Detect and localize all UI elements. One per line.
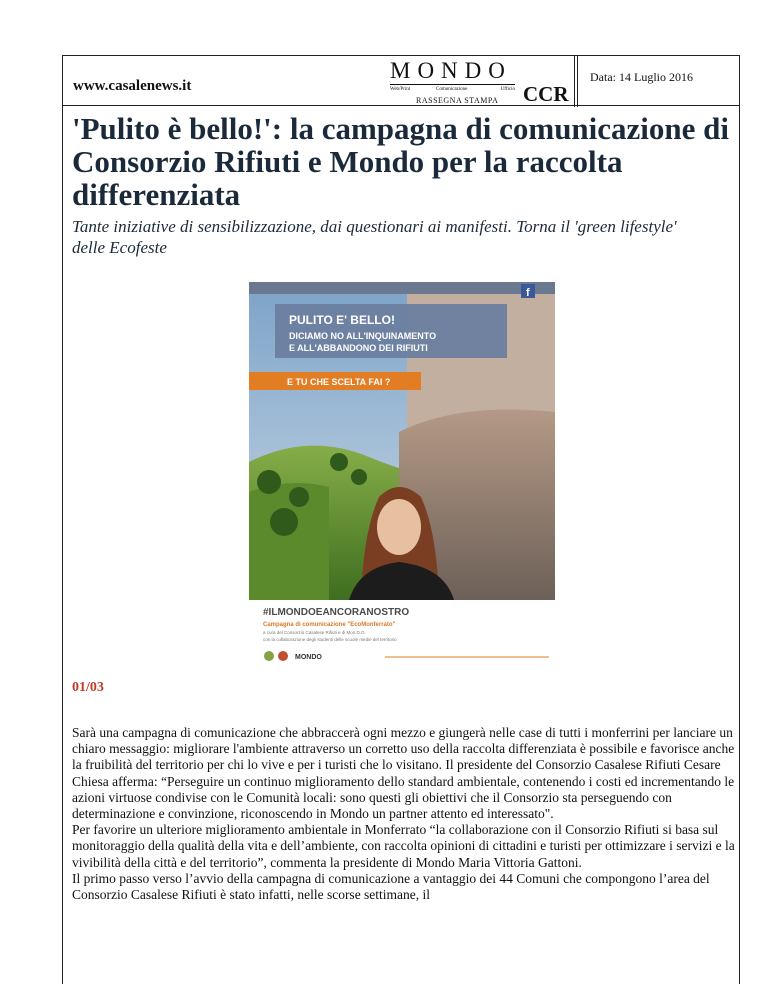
poster-partner-logo-2 (278, 651, 288, 661)
mondo-logo (390, 60, 515, 104)
poster-headline: PULITO E' BELLO! (289, 313, 395, 327)
facebook-icon-glyph: f (526, 287, 530, 299)
ccr-code: CCR (523, 82, 569, 106)
logo-sub-right: Ufficio (500, 87, 515, 92)
poster-partner-logo-1 (264, 651, 274, 661)
article-title: 'Pulito è bello!': la campagna di comunicazione di Consorzio Rifiuti e Mondo per la raccolta differenziata (72, 111, 730, 212)
publication-date: Data: 14 Luglio 2016 (590, 70, 693, 84)
campaign-poster (249, 282, 555, 666)
poster-line2: DICIAMO NO ALL'INQUINAMENTO (289, 331, 437, 341)
slide-counter: 01/03 (72, 680, 104, 695)
poster-credit2: con la collaborazione degli studenti delle scuole medie del territorio (263, 637, 397, 642)
poster-hill-front (249, 483, 329, 600)
poster-cta: E TU CHE SCELTA FAI ? (287, 377, 391, 387)
clipping-header (63, 56, 739, 106)
poster-face (377, 499, 421, 555)
paragraph: Per favorire un ulteriore miglioramento ambientale in Monferrato “la collaborazione con il Consorzio Rifiuti si basa sul monitoraggio della qualità della vita e dell’ambiente, con raccolta opinioni di cittadini e turisti per ottimizzare i servizi e la vivibilità della città e del territorio”, commenta la presidente di Mondo Maria Vittoria Gattoni. (72, 822, 735, 870)
poster-illustration (249, 282, 555, 666)
logo-rule (390, 84, 515, 85)
poster-footer-logo: MONDO (295, 654, 322, 661)
clipping-frame (62, 55, 740, 984)
logo-wordmark: MONDO (390, 58, 512, 83)
date-box (574, 55, 740, 107)
poster-hashtag: #ILMONDOEANCORANOSTRO (263, 607, 410, 618)
logo-tagline: RASSEGNA STAMPA (416, 96, 499, 105)
article-body (72, 725, 740, 903)
article-subtitle: Tante iniziative di sensibilizzazione, dai questionari ai manifesti. Torna il 'green lifestyle' delle Ecofeste (72, 217, 677, 257)
source-site: www.casalenews.it (73, 78, 192, 94)
poster-credit1: a cura del Consorzio Casalese Rifiuti e di Mon.D.O. (263, 630, 366, 635)
poster-campaign: Campagna di comunicazione "EcoMonferrato" (263, 622, 396, 628)
logo-sub-center: Comunicazione (436, 87, 468, 92)
poster-line3: E ALL'ABBANDONO DEI RIFIUTI (289, 343, 428, 353)
poster-topbar (249, 282, 555, 294)
paragraph: Il primo passo verso l’avvio della campagna di comunicazione a vantaggio dei 44 Comuni che compongono l’area del Consorzio Casalese Rifiuti è stato infatti, nelle scorse settimane, il (72, 870, 710, 903)
paragraph: Sarà una campagna di comunicazione che abbraccerà ogni mezzo e giungerà nelle case di tutti i monferrini per lanciare un chiaro messaggio: migliorare l'ambiente attraverso un corretto uso della raccolta differenziata è possibile e favorisce anche la fruibilità del territorio per chi lo vive e per i turisti che lo visitano. Il presidente del Consorzio Casalese Rifiuti Cesare Chiesa afferma: “Perseguire un continuo miglioramento dello standard ambientale, contenendo i costi ed incrementando le azioni virtuose condivise con le Comunità locali: sono questi gli obiettivi che il Consorzio sta perseguendo con determinazione e convinzione, riconoscendo in Mondo un partner attento ed interessato". (72, 725, 735, 822)
logo-sub-left: Web/Print (390, 87, 411, 92)
